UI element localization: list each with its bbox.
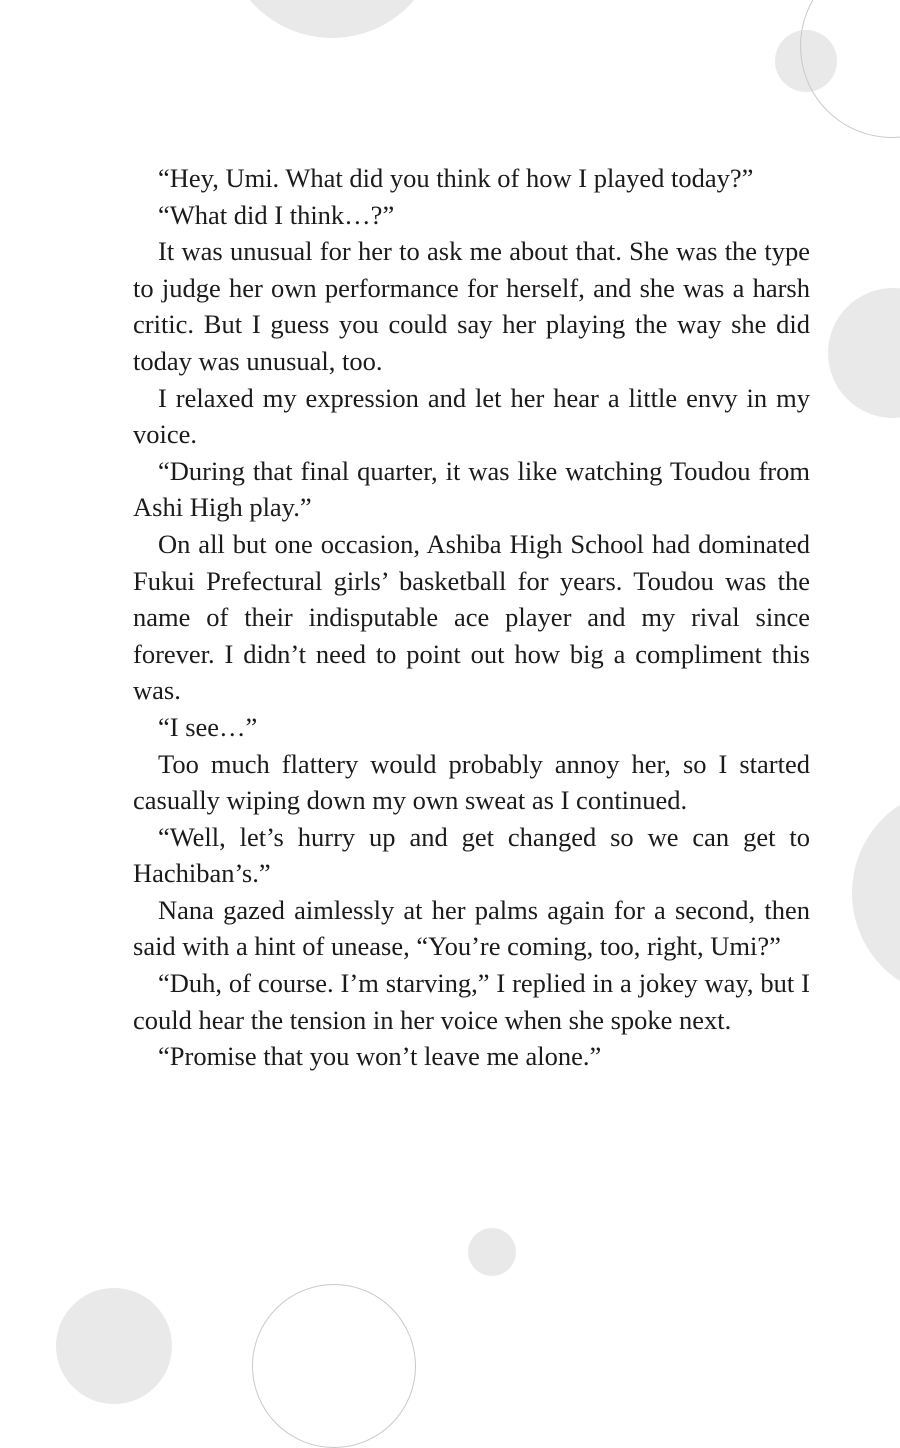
paragraph: “Well, let’s hurry up and get changed so we can get to Hachiban’s.” [133,821,810,889]
paragraph: “Hey, Umi. What did you think of how I played today?” [158,163,754,193]
paragraph: On all but one occasion, Ashiba High School had dominated Fukui Prefectural girls’ basketball for years. Toudou was the name of their indisputable ace player and my rival since forever. I didn’t need to point out how big a compliment this was. [133,528,810,706]
paragraph: Nana gazed aimlessly at her palms again for a second, then said with a hint of unease, “You’re coming, too, right, Umi?” [133,894,810,962]
decorative-circle-right-lower [852,788,900,998]
paragraph: “I see…” [158,711,258,742]
paragraph: Too much flattery would probably annoy her, so I started casually wiping down my own sweat as I continued. [133,748,810,816]
paragraph: I relaxed my expression and let her hear a little envy in my voice. [133,382,810,450]
decorative-circle-right-middle [828,288,900,418]
decorative-circle-top-right-small [775,30,837,92]
paragraph: It was unusual for her to ask me about that. She was the type to judge her own performance for herself, and she was a harsh critic. But I guess you could say her playing the way she did today was unusual, too. [133,236,810,376]
decorative-ring-top-right [800,0,900,138]
paragraph: “Promise that you won’t leave me alone.” [158,1041,602,1072]
decorative-circle-bottom-center [468,1228,516,1276]
decorative-circle-bottom-left [56,1288,172,1404]
page-text-column [133,160,810,1075]
paragraph: “During that final quarter, it was like watching Toudou from Ashi High play.” [133,455,810,523]
decorative-circle-top-left [224,0,440,38]
paragraph: “What did I think…?” [158,199,395,230]
paragraph: “Duh, of course. I’m starving,” I replied in a jokey way, but I could hear the tension in her voice when she spoke next. [133,968,810,1035]
decorative-ring-bottom [252,1284,416,1448]
